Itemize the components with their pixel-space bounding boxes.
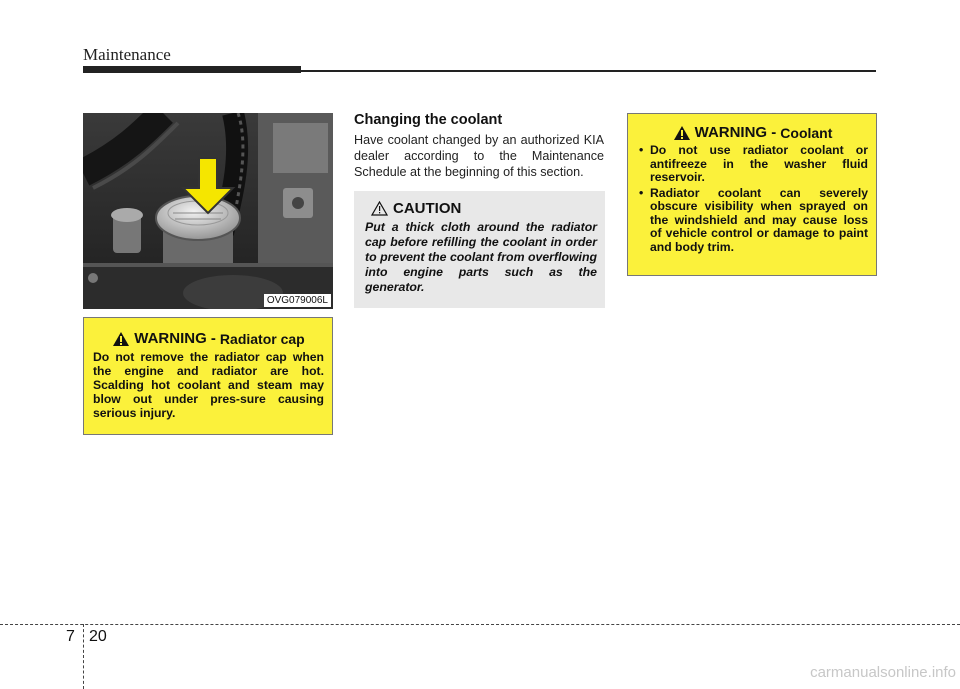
caution-icon xyxy=(371,201,388,216)
warning-label: WARNING - xyxy=(134,330,216,347)
bullet-icon: • xyxy=(639,143,644,157)
warning-header xyxy=(637,124,868,141)
page-number: 20 xyxy=(89,628,107,645)
header-rule-thick xyxy=(83,66,301,73)
changing-coolant-text: Have coolant changed by an authorized KIA dealer according to the Maintenance Schedule at the beginning of this section. xyxy=(354,133,604,179)
warning-subject: Coolant xyxy=(780,124,833,141)
warning-icon xyxy=(112,331,130,347)
changing-coolant-title: Changing the coolant xyxy=(354,112,503,128)
chapter-number: 7 xyxy=(66,628,75,645)
warning-bullet-list xyxy=(637,144,868,254)
caution-header xyxy=(371,200,597,217)
footer-vertical-divider xyxy=(83,624,84,689)
warning-icon xyxy=(673,125,691,141)
photo-code: OVG079006L xyxy=(264,294,331,307)
warning-header xyxy=(93,330,324,347)
warning-label: WARNING - xyxy=(694,124,777,141)
engine-illustration xyxy=(83,113,333,309)
warning-subject: Radiator cap xyxy=(219,330,305,347)
warning-text: Do not remove the radiator cap when the engine and radiator are hot. Scalding hot coolant and steam may blow out under pres-sure causing serious injury. xyxy=(93,350,324,420)
watermark: carmanualsonline.info xyxy=(810,664,956,681)
list-item xyxy=(637,187,868,255)
header-rule-thin xyxy=(301,70,876,72)
caution-label: CAUTION xyxy=(393,200,462,217)
radiator-cap-photo xyxy=(83,113,333,309)
caution-box xyxy=(354,191,605,308)
warning-coolant-box xyxy=(627,113,877,276)
bullet-icon: • xyxy=(639,185,644,200)
section-title: Maintenance xyxy=(83,45,171,64)
warning-radiator-cap-box xyxy=(83,317,333,435)
caution-text: Put a thick cloth around the radiator cap before refilling the coolant in order to prevent the coolant from overflowing into engine parts such as the generator. xyxy=(365,220,597,294)
footer-divider xyxy=(0,624,960,625)
bullet-text: Do not use radiator coolant or antifreeze in the washer fluid reservoir. xyxy=(650,143,868,184)
list-item xyxy=(637,144,868,185)
bullet-text: Radiator coolant can severely obscure visibility when sprayed on the windshield and may cause loss of vehicle control or damage to paint and body trim. xyxy=(650,185,868,254)
